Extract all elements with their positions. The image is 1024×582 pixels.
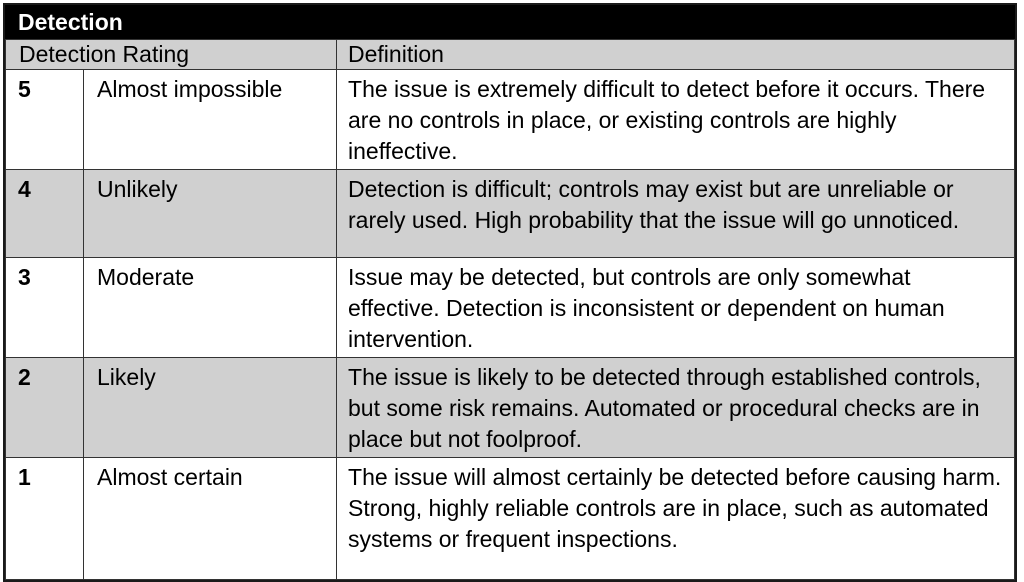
rating-definition: The issue will almost certainly be detected before causing harm. Strong, highly reliable controls are in place, such as automated systems or frequent inspections. bbox=[337, 458, 1015, 580]
detection-rating-grid bbox=[5, 39, 1015, 580]
table-row bbox=[6, 358, 1015, 458]
rating-definition: Issue may be detected, but controls are only somewhat effective. Detection is inconsistent or dependent on human intervention. bbox=[337, 258, 1015, 358]
table-row bbox=[6, 170, 1015, 258]
table-row bbox=[6, 70, 1015, 170]
header-detection-rating: Detection Rating bbox=[6, 40, 337, 70]
table-row bbox=[6, 258, 1015, 358]
rating-label: Likely bbox=[84, 358, 337, 458]
table-row bbox=[6, 458, 1015, 580]
rating-score: 4 bbox=[6, 170, 84, 258]
rating-score: 5 bbox=[6, 70, 84, 170]
table-title: Detection bbox=[5, 5, 1015, 39]
rating-score: 1 bbox=[6, 458, 84, 580]
header-row bbox=[6, 40, 1015, 70]
detection-table bbox=[3, 3, 1017, 582]
header-definition: Definition bbox=[337, 40, 1015, 70]
rating-label: Almost impossible bbox=[84, 70, 337, 170]
rating-definition: The issue is extremely difficult to detect before it occurs. There are no controls in place, or existing controls are highly ineffective. bbox=[337, 70, 1015, 170]
rating-score: 2 bbox=[6, 358, 84, 458]
rating-definition: The issue is likely to be detected through established controls, but some risk remains. Automated or procedural checks are in place but not foolproof. bbox=[337, 358, 1015, 458]
rating-label: Unlikely bbox=[84, 170, 337, 258]
rating-score: 3 bbox=[6, 258, 84, 358]
rating-definition: Detection is difficult; controls may exist but are unreliable or rarely used. High probability that the issue will go unnoticed. bbox=[337, 170, 1015, 258]
rating-label: Almost certain bbox=[84, 458, 337, 580]
rating-label: Moderate bbox=[84, 258, 337, 358]
